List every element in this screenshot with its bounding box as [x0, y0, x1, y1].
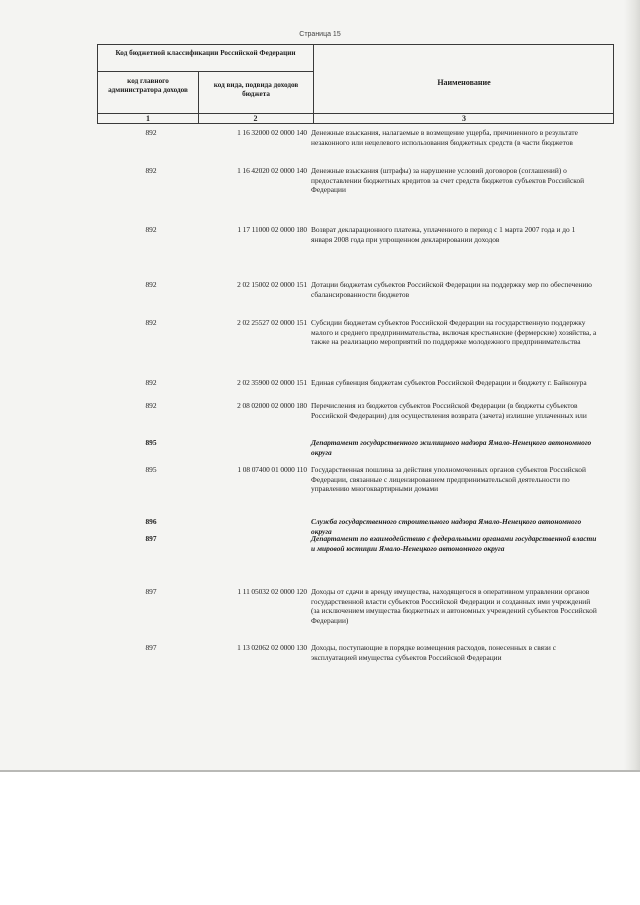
name-cell: Департамент государственного жилищного надзора Ямало-Ненецкого автономного округа: [311, 438, 592, 457]
revenue-code-cell: 2 02 15002 02 0000 151: [237, 280, 307, 289]
table-header: [97, 44, 614, 124]
name-cell: Единая субвенция бюджетам субъектов Российской Федерации и бюджету г. Байконура: [311, 378, 587, 387]
admin-code-cell: 892: [145, 280, 157, 289]
page-number: Страница 15: [299, 31, 341, 38]
revenue-code-cell: 1 16 42020 02 0000 140: [237, 166, 307, 175]
admin-code-cell: 892: [145, 401, 157, 410]
name-cell: Дотации бюджетам субъектов Российской Федерации на поддержку мер по обеспечению сбалансированности бюджетов: [311, 280, 592, 299]
admin-code-cell: 897: [145, 534, 157, 543]
header-divider: [98, 71, 313, 72]
revenue-code-cell: 1 13 02062 02 0000 130: [237, 643, 307, 652]
admin-code-cell: 892: [145, 378, 157, 387]
name-cell: Служба государственного строительного надзора Ямало-Ненецкого автономного округа: [311, 517, 582, 536]
admin-code-cell: 897: [145, 643, 157, 652]
header-group-title: Код бюджетной классификации Российской Федерации: [115, 49, 296, 57]
scan-shadow-edge: [624, 0, 640, 770]
name-cell: Возврат декларационного платежа, уплаченного в период с 1 марта 2007 года и до 1 января 2008 года при упрощенном декларировании доходов: [311, 225, 576, 244]
header-col-number: 2: [253, 114, 258, 123]
header-admin-code: код главного администратора доходов: [108, 77, 188, 94]
name-cell: Департамент по взаимодействию с федеральными органами государственной власти и мировой юстиции Ямало-Ненецкого автономного округа: [311, 534, 597, 553]
name-cell: Денежные взыскания (штрафы) за нарушение условий договоров (соглашений) о предоставлении бюджетных кредитов за счет средств бюджетов субъектов Российской Федерации: [311, 166, 585, 195]
admin-code-cell: 896: [145, 517, 157, 526]
admin-code-cell: 892: [145, 128, 157, 137]
admin-code-cell: 895: [145, 438, 157, 447]
admin-code-cell: 892: [145, 318, 157, 327]
name-cell: Субсидии бюджетам субъектов Российской Федерации на государственную поддержку малого и среднего предпринимательства, включая крестьянские (фермерские) хозяйства, а также на реализацию мероприятий по поддержке молодежного предпринимательства: [311, 318, 597, 347]
name-cell: Денежные взыскания, налагаемые в возмещение ущерба, причиненного в результате незаконного или нецелевого использования бюджетных средств (в части бюджетов: [311, 128, 578, 147]
name-cell: Государственная пошлина за действия уполномоченных органов субъектов Российской Федерации, связанные с лицензированием предпринимательской деятельности по управлению многоквартирными домами: [311, 465, 586, 494]
header-revenue-code: код вида, подвида доходов бюджета: [213, 81, 299, 98]
admin-code-cell: 892: [145, 225, 157, 234]
revenue-code-cell: 1 11 05032 02 0000 120: [237, 587, 307, 596]
name-cell: Доходы от сдачи в аренду имущества, находящегося в оперативном управлении органов государственной власти субъектов Российской Федерации и созданных ими учреждений (за исключением имущества бюджетных и автономных учреждений субъектов Российской Федерации): [311, 587, 597, 625]
name-cell: Доходы, поступающие в порядке возмещения расходов, понесенных в связи с эксплуатацией имущества субъектов Российской Федерации: [311, 643, 557, 662]
admin-code-cell: 897: [145, 587, 157, 596]
header-col-number: 1: [146, 114, 150, 123]
admin-code-cell: 892: [145, 166, 157, 175]
revenue-code-cell: 2 08 02000 02 0000 180: [237, 401, 307, 410]
revenue-code-cell: 2 02 25527 02 0000 151: [237, 318, 307, 327]
name-cell: Перечисления из бюджетов субъектов Российской Федерации (в бюджеты субъектов Российской Федерации) для осуществления возврата (зачета) излишне уплаченных или: [311, 401, 587, 420]
admin-code-cell: 895: [145, 465, 157, 474]
revenue-code-cell: 1 16 32000 02 0000 140: [237, 128, 307, 137]
header-col-number: 3: [462, 114, 466, 123]
revenue-code-cell: 2 02 35900 02 0000 151: [237, 378, 307, 387]
header-name: Наименование: [437, 78, 491, 87]
revenue-code-cell: 1 08 07400 01 0000 110: [237, 465, 307, 474]
revenue-code-cell: 1 17 11000 02 0000 180: [237, 225, 307, 234]
